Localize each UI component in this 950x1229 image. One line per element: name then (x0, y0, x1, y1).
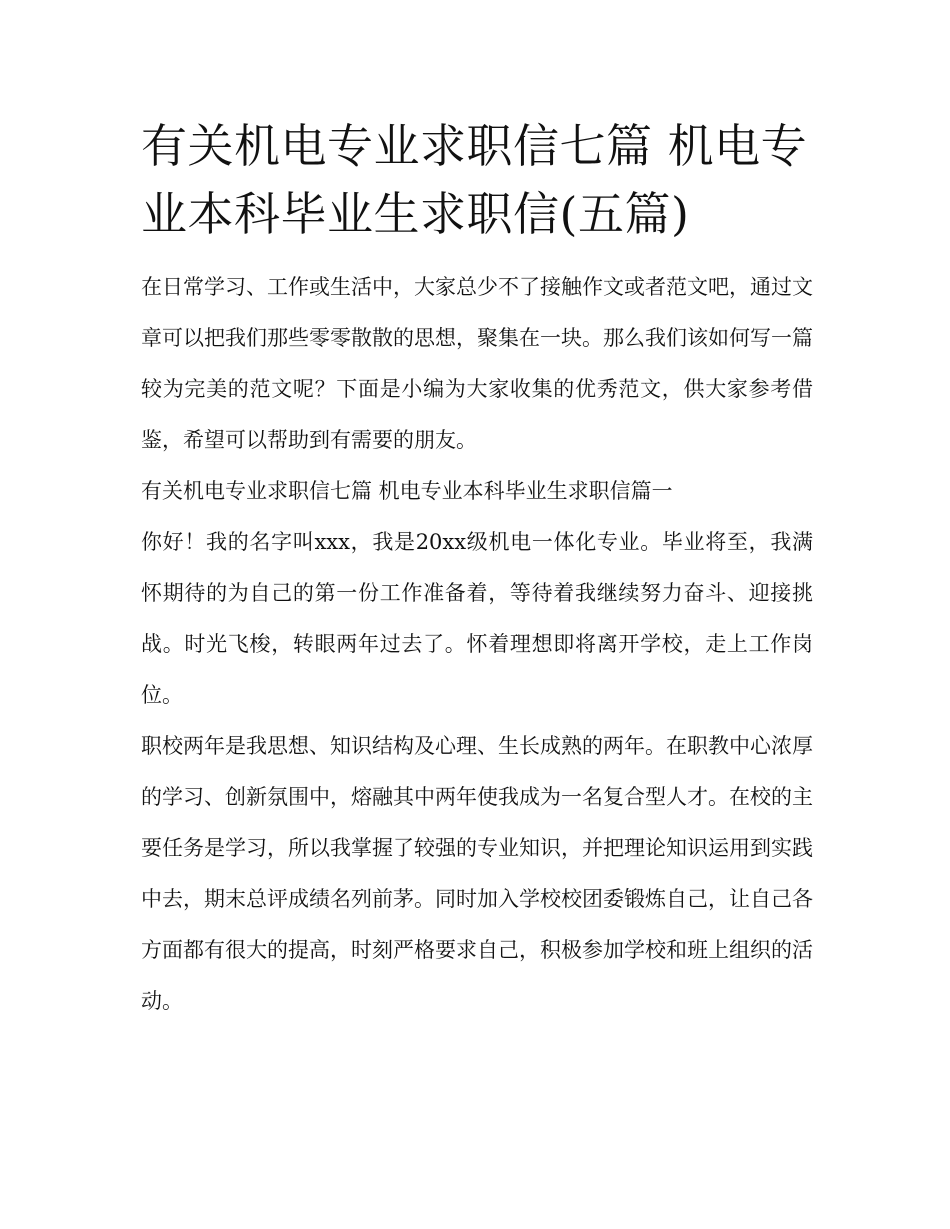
section-heading: 有关机电专业求职信七篇 机电专业本科毕业生求职信篇一 (141, 479, 673, 503)
body-paragraph-school: 职校两年是我思想、知识结构及心理、生长成熟的两年。在职教中心浓厚的学习、创新氛围中，熔融其中两年使我成为一名复合型人才。在校的主要任务是学习，所以我掌握了较强的专业知识，并把理论知识运用到实践中去，期末总评成绩名列前茅。同时加入学校校团委锻炼自己，让自己各方面都有很大的提高，时刻严格要求自己，积极参加学校和班上组织的活动。 (141, 734, 813, 1013)
document-page (141, 112, 813, 1027)
document-title: 有关机电专业求职信七篇 机电专业本科毕业生求职信(五篇) (141, 119, 808, 241)
intro-paragraph: 在日常学习、工作或生活中，大家总少不了接触作文或者范文吧，通过文章可以把我们那些零零散散的思想，聚集在一块。那么我们该如何写一篇较为完美的范文呢？下面是小编为大家收集的优秀范文，供大家参考借鉴，希望可以帮助到有需要的朋友。 (141, 275, 813, 452)
body-paragraph-greeting: 你好！我的名字叫xxx，我是20xx级机电一体化专业。毕业将至，我满怀期待的为自己的第一份工作准备着，等待着我继续努力奋斗、迎接挑战。时光飞梭，转眼两年过去了。怀着理想即将离开学校，走上工作岗位。 (141, 530, 813, 707)
